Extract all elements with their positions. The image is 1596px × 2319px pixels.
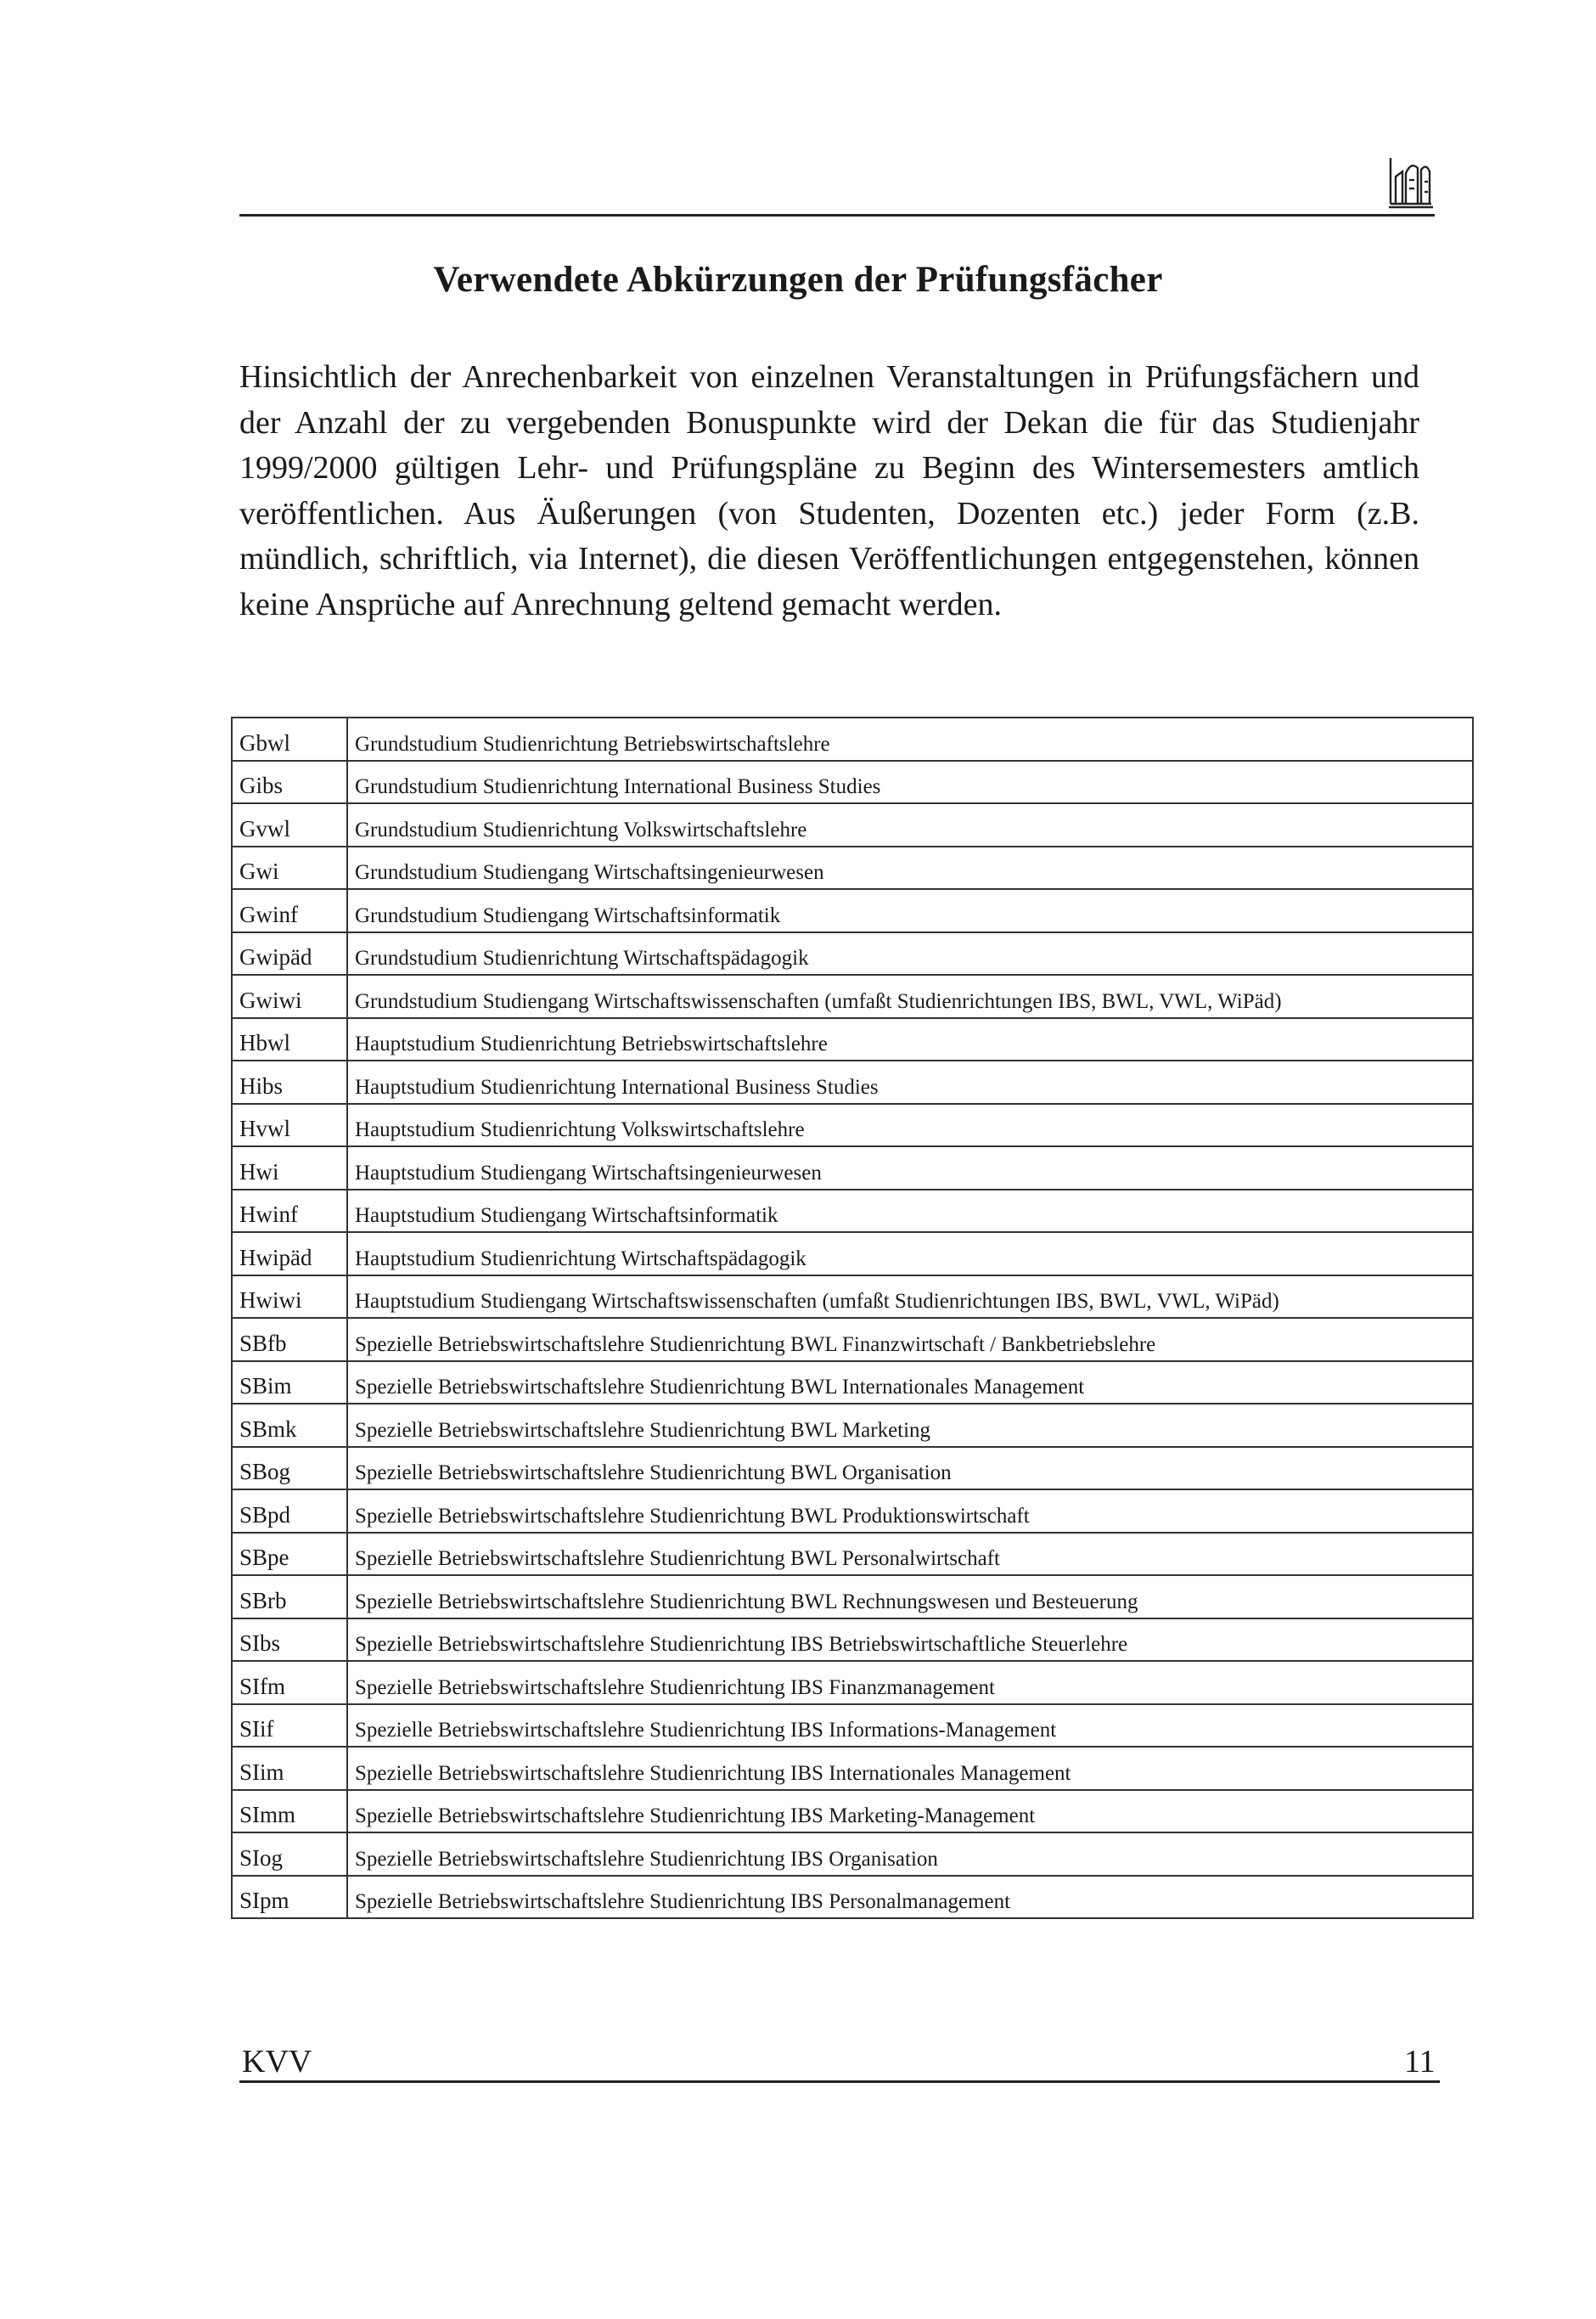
page-title: Verwendete Abkürzungen der Prüfungsfächer — [433, 260, 1163, 300]
table-row — [232, 1575, 1473, 1618]
abbreviation-description: Grundstudium Studiengang Wirtschaftswissenschaften (umfaßt Studienrichtungen IBS, BWL, VWL, WiPäd) — [347, 975, 1473, 1018]
abbreviation-description: Hauptstudium Studienrichtung Volkswirtschaftslehre — [347, 1104, 1473, 1147]
abbreviation-code: Hbwl — [232, 1018, 347, 1061]
table-row — [232, 1832, 1473, 1876]
abbreviation-description: Spezielle Betriebswirtschaftslehre Studienrichtung BWL Produktionswirtschaft — [347, 1489, 1473, 1533]
abbreviation-description: Grundstudium Studienrichtung Betriebswirtschaftslehre — [347, 718, 1473, 761]
abbreviation-code: SBrb — [232, 1575, 347, 1618]
abbreviation-description: Grundstudium Studienrichtung International Business Studies — [347, 761, 1473, 804]
abbreviation-code: Hwi — [232, 1146, 347, 1190]
table-row — [232, 1876, 1473, 1919]
abbreviation-code: SIfm — [232, 1661, 347, 1704]
table-row — [232, 803, 1473, 847]
abbreviation-description: Spezielle Betriebswirtschaftslehre Studienrichtung BWL Personalwirtschaft — [347, 1533, 1473, 1576]
abbreviation-code: SBim — [232, 1361, 347, 1404]
table-row — [232, 889, 1473, 932]
abbreviation-description: Spezielle Betriebswirtschaftslehre Studienrichtung IBS Marketing-Management — [347, 1790, 1473, 1833]
abbreviation-code: Gwi — [232, 847, 347, 890]
abbreviation-description: Hauptstudium Studiengang Wirtschaftsingenieurwesen — [347, 1146, 1473, 1190]
abbreviation-description: Hauptstudium Studienrichtung Betriebswirtschaftslehre — [347, 1018, 1473, 1061]
table-row — [232, 761, 1473, 804]
table-row — [232, 1232, 1473, 1275]
abbreviation-code: Hwiwi — [232, 1275, 347, 1319]
building-logo-icon — [1385, 155, 1435, 211]
table-row — [232, 1747, 1473, 1790]
abbreviation-code: SBpd — [232, 1489, 347, 1533]
abbreviation-description: Grundstudium Studienrichtung Wirtschaftspädagogik — [347, 932, 1473, 976]
abbreviation-code: Gwiwi — [232, 975, 347, 1018]
abbreviation-description: Hauptstudium Studienrichtung Wirtschaftspädagogik — [347, 1232, 1473, 1275]
abbreviation-description: Grundstudium Studienrichtung Volkswirtschaftslehre — [347, 803, 1473, 847]
table-row — [232, 1318, 1473, 1361]
abbreviation-code: SIog — [232, 1832, 347, 1876]
abbreviation-code: SIbs — [232, 1618, 347, 1662]
abbreviation-code: Gwipäd — [232, 932, 347, 976]
abbreviation-description: Hauptstudium Studiengang Wirtschaftswissenschaften (umfaßt Studienrichtungen IBS, BWL, VWL, WiPäd) — [347, 1275, 1473, 1319]
table-row — [232, 1533, 1473, 1576]
table-row — [232, 1618, 1473, 1662]
table-row — [232, 1790, 1473, 1833]
abbreviation-code: SBog — [232, 1447, 347, 1490]
abbreviation-table — [231, 717, 1474, 1919]
abbreviation-code: SImm — [232, 1790, 347, 1833]
abbreviation-code: SBpe — [232, 1533, 347, 1576]
abbreviation-code: Gbwl — [232, 718, 347, 761]
abbreviation-description: Spezielle Betriebswirtschaftslehre Studienrichtung BWL Internationales Management — [347, 1361, 1473, 1404]
table-row — [232, 1018, 1473, 1061]
abbreviation-code: Hvwl — [232, 1104, 347, 1147]
footer-label: KVV — [242, 2044, 312, 2080]
abbreviation-description: Spezielle Betriebswirtschaftslehre Studienrichtung IBS Personalmanagement — [347, 1876, 1473, 1919]
abbreviation-description: Spezielle Betriebswirtschaftslehre Studienrichtung BWL Finanzwirtschaft / Bankbetriebslehre — [347, 1318, 1473, 1361]
abbreviation-description: Grundstudium Studiengang Wirtschaftsingenieurwesen — [347, 847, 1473, 890]
table-row — [232, 847, 1473, 890]
abbreviation-code: SIif — [232, 1704, 347, 1748]
abbreviation-description: Spezielle Betriebswirtschaftslehre Studienrichtung IBS Finanzmanagement — [347, 1661, 1473, 1704]
abbreviation-description: Hauptstudium Studienrichtung International Business Studies — [347, 1061, 1473, 1104]
table-row — [232, 1661, 1473, 1704]
abbreviation-description: Grundstudium Studiengang Wirtschaftsinformatik — [347, 889, 1473, 932]
table-row — [232, 1704, 1473, 1748]
abbreviation-code: Hwinf — [232, 1190, 347, 1233]
table-row — [232, 1146, 1473, 1190]
header-rule — [239, 214, 1435, 217]
intro-paragraph: Hinsichtlich der Anrechenbarkeit von einzelnen Veranstaltungen in Prüfungsfächern und der Anzahl der zu vergebenden Bonuspunkte wird der Dekan die für das Studienjahr 1999/2000 gültigen Lehr- und Prüfungspläne zu Beginn des Wintersemesters amtlich veröffentlichen. Aus Äußerungen (von Studenten, Dozenten etc.) jeder Form (z.B. mündlich, schriftlich, via Internet), die diesen Veröffentlichungen entgegenstehen, können keine Ansprüche auf Anrechnung geltend gemacht werden. — [239, 359, 1419, 622]
abbreviation-description: Spezielle Betriebswirtschaftslehre Studienrichtung IBS Informations-Management — [347, 1704, 1473, 1748]
table-row — [232, 1275, 1473, 1319]
abbreviation-code: Hibs — [232, 1061, 347, 1104]
abbreviation-code: Gvwl — [232, 803, 347, 847]
abbreviation-code: SBmk — [232, 1404, 347, 1447]
abbreviation-code: Hwipäd — [232, 1232, 347, 1275]
abbreviation-description: Spezielle Betriebswirtschaftslehre Studienrichtung BWL Rechnungswesen und Besteuerung — [347, 1575, 1473, 1618]
table-row — [232, 1489, 1473, 1533]
table-row — [232, 1404, 1473, 1447]
abbreviation-description: Spezielle Betriebswirtschaftslehre Studienrichtung BWL Marketing — [347, 1404, 1473, 1447]
table-row — [232, 1447, 1473, 1490]
abbreviation-description: Spezielle Betriebswirtschaftslehre Studienrichtung IBS Organisation — [347, 1832, 1473, 1876]
abbreviation-code: SIim — [232, 1747, 347, 1790]
table-row — [232, 975, 1473, 1018]
table-row — [232, 1061, 1473, 1104]
abbreviation-description: Spezielle Betriebswirtschaftslehre Studienrichtung IBS Internationales Management — [347, 1747, 1473, 1790]
abbreviation-description: Spezielle Betriebswirtschaftslehre Studienrichtung BWL Organisation — [347, 1447, 1473, 1490]
abbreviation-code: Gibs — [232, 761, 347, 804]
footer-rule — [239, 2080, 1440, 2083]
abbreviation-description: Spezielle Betriebswirtschaftslehre Studienrichtung IBS Betriebswirtschaftliche Steuerlehre — [347, 1618, 1473, 1662]
abbreviation-code: Gwinf — [232, 889, 347, 932]
table-row — [232, 1361, 1473, 1404]
table-row — [232, 932, 1473, 976]
table-row — [232, 1190, 1473, 1233]
abbreviation-code: SIpm — [232, 1876, 347, 1919]
table-row — [232, 718, 1473, 761]
page-number: 11 — [1404, 2044, 1436, 2080]
abbreviation-description: Hauptstudium Studiengang Wirtschaftsinformatik — [347, 1190, 1473, 1233]
table-row — [232, 1104, 1473, 1147]
abbreviation-code: SBfb — [232, 1318, 347, 1361]
